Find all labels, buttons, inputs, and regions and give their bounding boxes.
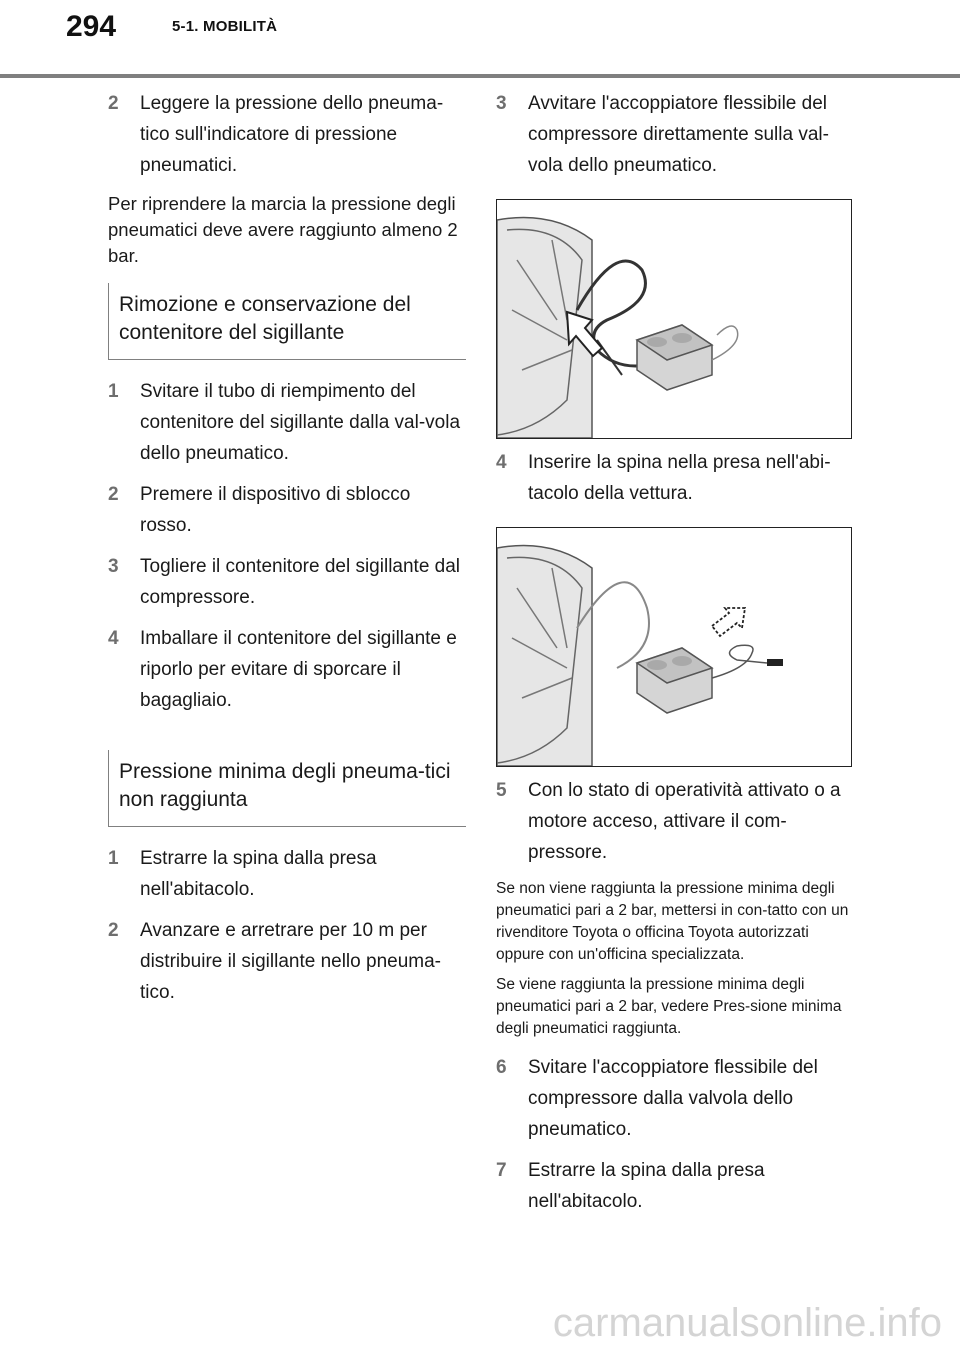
step-text: Con lo stato di operatività attivato o a motore acceso, attivare il com-pressore. — [528, 780, 841, 863]
step-item — [496, 88, 854, 181]
step-text: Premere il dispositivo di sblocco rosso. — [140, 484, 411, 536]
step-text: Svitare il tubo di riempimento del contenitore del sigillante dalla val-vola dello pneumatico. — [140, 381, 461, 464]
wheel-compressor-plug-drawing — [497, 528, 851, 766]
step-item — [108, 551, 466, 613]
step-item — [496, 775, 854, 868]
step-number: 4 — [496, 452, 507, 473]
step-number: 2 — [108, 93, 119, 114]
step-number: 6 — [496, 1057, 507, 1078]
step-number: 5 — [496, 780, 507, 801]
section-heading: Rimozione e conservazione del contenitore del sigillante — [108, 283, 466, 360]
step-item — [108, 915, 466, 1008]
step-text: Avanzare e arretrare per 10 m per distribuire il sigillante nello pneuma-tico. — [140, 920, 441, 1003]
step-number: 3 — [496, 93, 507, 114]
step-item — [496, 1155, 854, 1217]
page-header — [0, 0, 960, 80]
step-item — [108, 479, 466, 541]
step-number: 2 — [108, 920, 119, 941]
step-item — [496, 1052, 854, 1145]
step-text: Estrarre la spina dalla presa nell'abitacolo. — [140, 848, 377, 900]
step-item — [496, 447, 854, 509]
step-item — [108, 88, 466, 181]
step-text: Togliere il contenitore del sigillante dal compressore. — [140, 556, 461, 608]
step-number: 1 — [108, 848, 119, 869]
step-item — [108, 623, 466, 716]
step-text: Leggere la pressione dello pneuma-tico sull'indicatore di pressione pneumatici. — [140, 93, 444, 176]
watermark: carmanualsonline.info — [552, 1301, 942, 1345]
note-paragraph: Se viene raggiunta la pressione minima degli pneumatici pari a 2 bar, vedere Pres-sione minima degli pneumatici raggiunta. — [496, 976, 842, 1037]
left-column — [108, 88, 466, 1018]
paragraph: Per riprendere la marcia la pressione degli pneumatici deve avere raggiunto almeno 2 bar. — [108, 193, 458, 266]
step-number: 2 — [108, 484, 119, 505]
step-text: Inserire la spina nella presa nell'abi-tacolo della vettura. — [528, 452, 831, 504]
step-item — [108, 843, 466, 905]
right-column — [496, 88, 854, 1227]
page-number: 294 — [66, 10, 117, 43]
step-item — [108, 376, 466, 469]
step-number: 4 — [108, 628, 119, 649]
step-number: 1 — [108, 381, 119, 402]
illustration-compressor-plug — [496, 527, 852, 767]
wheel-compressor-drawing — [497, 200, 851, 438]
step-text: Estrarre la spina dalla presa nell'abitacolo. — [528, 1160, 765, 1212]
section-heading: Pressione minima degli pneuma-tici non raggiunta — [108, 750, 466, 827]
illustration-compressor-valve — [496, 199, 852, 439]
section-title: 5-1. MOBILITÀ — [172, 18, 278, 35]
note-paragraph: Se non viene raggiunta la pressione minima degli pneumatici pari a 2 bar, mettersi in con-tatto con un rivenditore Toyota o officina Toyota autorizzati oppure con un'officina specializzata. — [496, 880, 849, 963]
step-number: 3 — [108, 556, 119, 577]
step-number: 7 — [496, 1160, 507, 1181]
header-divider — [0, 74, 960, 78]
step-text: Avvitare l'accoppiatore flessibile del compressore direttamente sulla val-vola dello pneumatico. — [528, 93, 829, 176]
step-text: Svitare l'accoppiatore flessibile del compressore dalla valvola dello pneumatico. — [528, 1057, 818, 1140]
step-text: Imballare il contenitore del sigillante e riporlo per evitare di sporcare il bagagliaio. — [140, 628, 457, 711]
